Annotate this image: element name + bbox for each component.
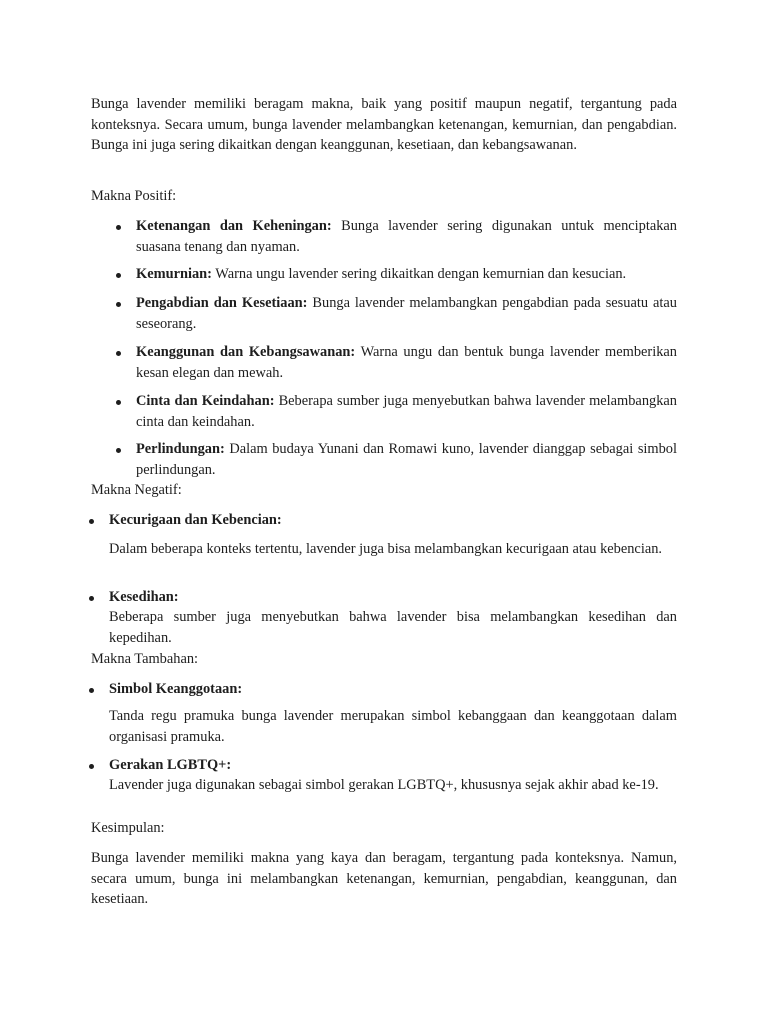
negative-item-term xyxy=(109,587,677,608)
positive-item-term: Ketenangan dan Keheningan: xyxy=(136,218,332,234)
positive-item-term: Cinta dan Keindahan: xyxy=(136,393,275,409)
positive-item xyxy=(136,216,677,257)
bullet-icon xyxy=(116,351,121,356)
positive-item-desc: Dalam budaya Yunani dan Romawi kuno, lavender dianggap sebagai simbol perlindungan. xyxy=(136,441,677,478)
bullet-icon xyxy=(116,225,121,230)
positive-item-term: Perlindungan: xyxy=(136,441,225,457)
additional-heading: Makna Tambahan: xyxy=(91,651,199,667)
positive-item xyxy=(136,391,677,432)
positive-item xyxy=(136,342,677,383)
positive-item-desc: Warna ungu lavender sering dikaitkan dengan kemurnian dan kesucian. xyxy=(211,266,627,282)
positive-item-term: Pengabdian dan Kesetiaan: xyxy=(136,295,308,311)
positive-item xyxy=(136,264,677,285)
intro-paragraph: Bunga lavender memiliki beragam makna, baik yang positif maupun negatif, tergantung pada konteksnya. Secara umum, bunga lavender melambangkan ketenangan, kemurnian, dan pengabdian. Bunga ini juga sering dikaitkan dengan keanggunan, kesetiaan, dan kebangsawanan. xyxy=(91,96,677,153)
positive-item-term: Kemurnian: xyxy=(136,266,212,282)
bullet-icon xyxy=(89,688,94,693)
additional-item-desc: Tanda regu pramuka bunga lavender merupakan simbol kebanggaan dan keanggotaan dalam organisasi pramuka. xyxy=(109,708,677,745)
conclusion-paragraph: Bunga lavender memiliki makna yang kaya dan beragam, tergantung pada konteksnya. Namun, secara umum, bunga ini melambangkan ketenangan, kemurnian, pengabdian, keanggunan, dan kesetiaan. xyxy=(91,850,677,907)
positive-item-desc: Beberapa sumber juga menyebutkan bahwa lavender melambangkan cinta dan keindahan. xyxy=(136,393,677,430)
negative-heading: Makna Negatif: xyxy=(91,482,182,498)
bullet-icon xyxy=(89,596,94,601)
additional-term-text: Simbol Keanggotaan: xyxy=(109,681,243,697)
bullet-icon xyxy=(116,273,121,278)
positive-heading: Makna Positif: xyxy=(91,188,177,204)
additional-term-text: Gerakan LGBTQ+: xyxy=(109,757,232,773)
additional-item-desc: Lavender juga digunakan sebagai simbol gerakan LGBTQ+, khususnya sejak akhir abad ke-19. xyxy=(109,777,659,793)
positive-item-desc: Warna ungu dan bentuk bunga lavender memberikan kesan elegan dan mewah. xyxy=(136,344,677,381)
additional-item-term xyxy=(109,679,677,700)
positive-item xyxy=(136,293,677,334)
positive-item xyxy=(136,439,677,480)
additional-item-term xyxy=(109,755,677,776)
negative-item-desc: Dalam beberapa konteks tertentu, lavender juga bisa melambangkan kecurigaan atau kebencian. xyxy=(109,541,662,557)
conclusion-heading: Kesimpulan: xyxy=(91,820,165,836)
positive-item-desc: Bunga lavender melambangkan pengabdian pada sesuatu atau seseorang. xyxy=(136,295,677,332)
negative-term-text: Kesedihan: xyxy=(109,589,179,605)
positive-item-desc: Bunga lavender sering digunakan untuk menciptakan suasana tenang dan nyaman. xyxy=(136,218,678,255)
bullet-icon xyxy=(116,400,121,405)
negative-item-desc: Beberapa sumber juga menyebutkan bahwa lavender bisa melambangkan kesedihan dan kepedihan. xyxy=(109,609,677,646)
negative-item-term xyxy=(109,510,677,531)
bullet-icon xyxy=(89,764,94,769)
bullet-icon xyxy=(116,302,121,307)
bullet-icon xyxy=(116,448,121,453)
positive-item-term: Keanggunan dan Kebangsawanan: xyxy=(136,344,356,360)
negative-term-text: Kecurigaan dan Kebencian: xyxy=(109,512,282,528)
bullet-icon xyxy=(89,519,94,524)
